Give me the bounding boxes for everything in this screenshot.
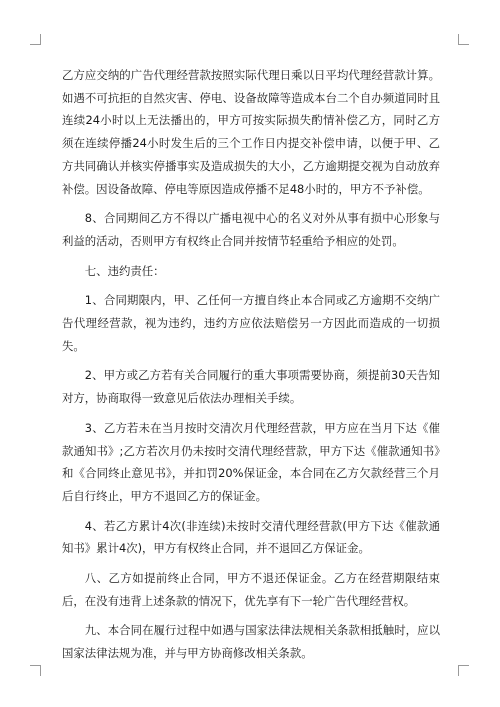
paragraph-clause-8: 8、合同期间乙方不得以广播电视中心的名义对外从事有损中心形象与利益的活动，否则甲方有权终止合同并按情节轻重给予相应的处罚。 (62, 211, 440, 248)
crop-mark-top-right (458, 34, 469, 45)
paragraph-breach-2: 2、甲方或乙方若有关合同履行的重大事项需要协商，须提前30天告知对方，协商取得一致意见后依法办理相关手续。 (62, 368, 440, 406)
paragraph-breach-3: 3、乙方若未在当月按时交清次月代理经营款，甲方应在当月下达《催款通知书》;乙方若次月仍未按时交清代理经营款，甲方下达《催款通知书》和《合同终止意见书》，并扣罚20%保证金，本合同在乙方欠款经营三个月后自行终止，甲方不退回乙方的保证金。 (62, 420, 440, 503)
document-body (62, 64, 440, 672)
paragraph-continuation: 乙方应交纳的广告代理经营款按照实际代理日乘以日平均代理经营款计算。如遇不可抗拒的自然灾害、停电、设备故障等造成本台二个自办频道同时且连续24小时以上无法播出的，甲方可按实际损失酌情补偿乙方，同时乙方须在连续停播24小时发生后的三个工作日内提交补偿申请，以便于甲、乙方共同确认并核实停播事实及造成损失的大小，乙方逾期提交视为自动放弃补偿。因设备故障、停电等原因造成停播不足48小时的，甲方不予补偿。 (62, 68, 440, 196)
paragraph-breach-4: 4、若乙方累计4次(非连续)未按时交清代理经营款(甲方下达《催款通知书》累计4次)，甲方有权终止合同，并不退回乙方保证金。 (62, 518, 440, 556)
section-heading-breach: 七、违约责任： (84, 263, 165, 278)
crop-mark-top-left (30, 34, 41, 45)
paragraph-breach-1: 1、合同期限内，甲、乙任何一方擅自终止本合同或乙方逾期不交纳广告代理经营款，视为违约，违约方应依法赔偿另一方因此而造成的一切损失。 (62, 293, 440, 353)
crop-mark-bottom-left (30, 665, 41, 676)
paragraph-section-8: 八、乙方如提前终止合同，甲方不退还保证金。乙方在经营期限结束后，在没有违背上述条款的情况下，优先享有下一轮广告代理经营权。 (62, 571, 440, 608)
crop-mark-bottom-right (458, 665, 469, 676)
paragraph-section-9: 九、本合同在履行过程中如遇与国家法律法规相关条款相抵触时，应以国家法律法规为准，并与甲方协商修改相关条款。 (62, 623, 440, 661)
